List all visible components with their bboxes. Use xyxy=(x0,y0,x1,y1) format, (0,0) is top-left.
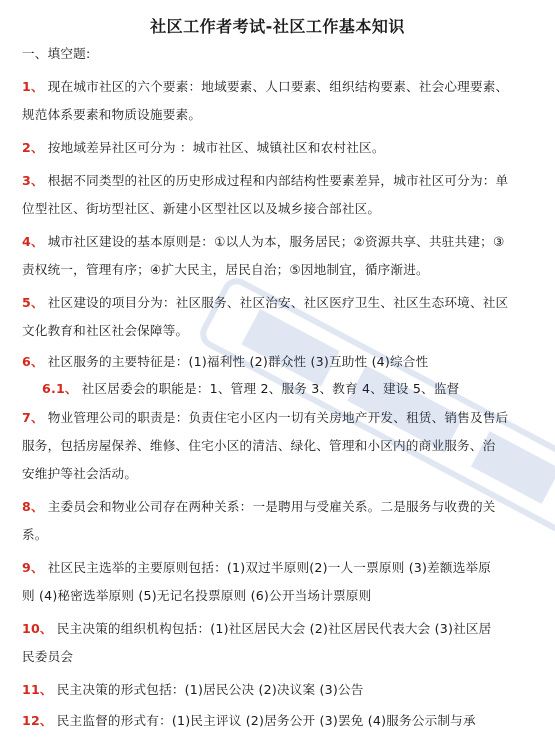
list-item xyxy=(22,499,541,515)
item-number: 3、 xyxy=(22,173,44,188)
item-number: 4、 xyxy=(22,234,44,249)
item-text-continued: 系。 xyxy=(22,527,48,542)
item-text: 按地域差异社区可分为 ：城市社区、城镇社区和农村社区。 xyxy=(47,140,385,155)
list-item xyxy=(22,682,541,698)
item-text: 社区居委会的职能是：1、管理 2、服务 3、教育 4、建设 5、监督 xyxy=(81,381,460,396)
item-text-continued: 规范体系要素和物质设施要素。 xyxy=(22,107,202,122)
item-text-continued: 文化教育和社区社会保障等。 xyxy=(22,323,189,338)
item-text-continued: 则 (4)秘密选举原则 (5)无记名投票原则 (6)公开当场计票原则 xyxy=(22,588,372,603)
item-number: 12、 xyxy=(22,713,53,728)
item-text: 社区民主选举的主要原则包括：(1)双过半原则(2)一人一票原则 (3)差额选举原 xyxy=(47,560,492,575)
document-title: 社区工作者考试-社区工作基本知识 xyxy=(150,17,405,36)
item-number: 5、 xyxy=(22,295,44,310)
list-item xyxy=(22,560,541,576)
section-heading: 一、填空题: xyxy=(22,46,91,61)
item-text-continued: 服务，包括房屋保养、维修、住宅小区的清洁、绿化、管理和小区内的商业服务、治 xyxy=(22,438,496,453)
list-item xyxy=(22,140,541,156)
item-number: 1、 xyxy=(22,79,44,94)
item-number: 10、 xyxy=(22,621,53,636)
item-text: 民主监督的形式有：(1)民主评议 (2)居务公开 (3)罢免 (4)服务公示制与承 xyxy=(56,713,476,728)
item-text: 现在城市社区的六个要素：地域要素、人口要素、组织结构要素、社会心理要素、 xyxy=(47,79,509,94)
item-text: 城市社区建设的基本原则是：①以人为本，服务居民；②资源共享、共驻共建；③ xyxy=(47,234,505,249)
list-item xyxy=(22,295,541,311)
item-text: 社区建设的项目分为：社区服务、社区治安、社区医疗卫生、社区生态环境、社区 xyxy=(47,295,509,310)
list-item xyxy=(22,621,541,637)
item-number: 8、 xyxy=(22,499,44,514)
item-number: 9、 xyxy=(22,560,44,575)
list-item xyxy=(22,173,541,189)
item-number: 2、 xyxy=(22,140,44,155)
list-item xyxy=(22,79,541,95)
item-text: 民主决策的形式包括：(1)居民公决 (2)决议案 (3)公告 xyxy=(56,682,364,697)
item-number: 6.1、 xyxy=(42,381,78,396)
item-text: 物业管理公司的职责是：负责住宅小区内一切有关房地产开发、租赁、销售及售后 xyxy=(47,410,509,425)
item-text: 根据不同类型的社区的历史形成过程和内部结构性要素差异，城市社区可分为：单 xyxy=(47,173,509,188)
item-text-continued: 位型社区、街坊型社区、新建小区型社区以及城乡接合部社区。 xyxy=(22,201,381,216)
list-item xyxy=(22,234,541,250)
list-item xyxy=(22,354,541,370)
item-text: 社区服务的主要特征是：(1)福利性 (2)群众性 (3)互助性 (4)综合性 xyxy=(47,354,429,369)
list-item xyxy=(42,381,541,397)
item-text-continued: 民委员会 xyxy=(22,649,74,664)
item-number: 11、 xyxy=(22,682,53,697)
item-number: 6、 xyxy=(22,354,44,369)
item-number: 7、 xyxy=(22,410,44,425)
item-text: 主委员会和物业公司存在两种关系：一是聘用与受雇关系。二是服务与收费的关 xyxy=(47,499,496,514)
list-item xyxy=(22,410,541,426)
item-text-continued: 责权统一，管理有序；④扩大民主，居民自治；⑤因地制宜，循序渐进。 xyxy=(22,262,429,277)
item-text: 民主决策的组织机构包括：(1)社区居民大会 (2)社区居民代表大会 (3)社区居 xyxy=(56,621,492,636)
list-item xyxy=(22,713,541,729)
item-text-continued: 安维护等社会活动。 xyxy=(22,466,138,481)
